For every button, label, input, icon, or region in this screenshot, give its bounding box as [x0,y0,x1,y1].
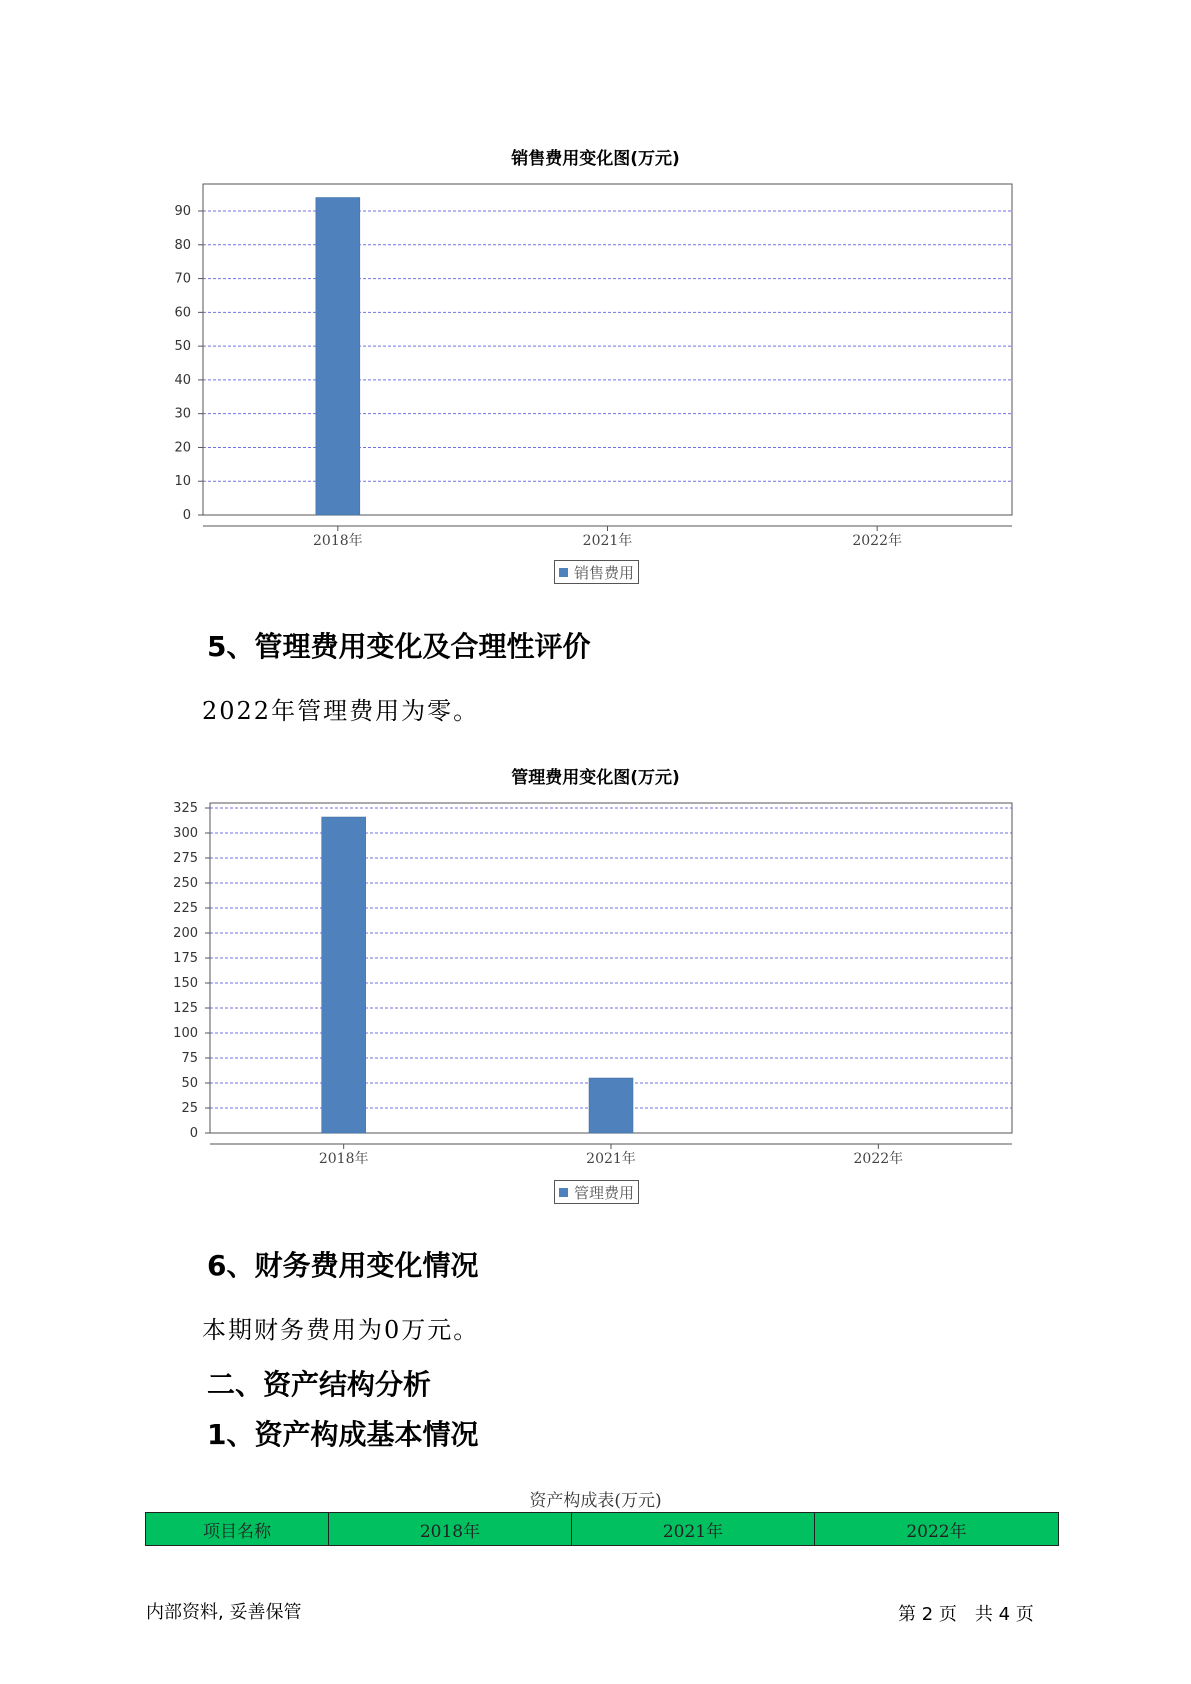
y-tick-label: 325 [173,801,198,816]
y-tick-label: 300 [173,826,198,841]
y-tick-label: 275 [173,851,198,866]
footer-confidential: 内部资料, 妥善保管 [146,1602,302,1623]
asset-table [145,1512,1059,1546]
footer-page-number: 第 2 页 共 4 页 [898,1604,1034,1625]
y-tick-label: 80 [174,237,191,253]
x-tick-label: 2022年 [852,533,902,549]
table-header-cell: 2018年 [329,1513,572,1546]
section5-text: 2022年管理费用为零。 [202,697,480,725]
x-tick-label: 2021年 [586,1151,636,1167]
y-tick-label: 30 [174,406,191,422]
table-header-cell: 项目名称 [146,1513,329,1546]
chart1-title: 销售费用变化图(万元) [511,149,680,169]
table-header-cell: 2021年 [572,1513,815,1546]
table-header-cell: 2022年 [815,1513,1059,1546]
y-tick-label: 100 [173,1026,198,1041]
x-tick-label: 2022年 [853,1151,904,1167]
y-tick-label: 150 [173,976,198,991]
y-tick-label: 75 [181,1051,198,1066]
y-tick-label: 50 [174,339,191,355]
bar [589,1078,633,1133]
y-tick-label: 50 [181,1076,198,1091]
y-tick-label: 0 [182,508,191,523]
asset-table-caption: 资产构成表(万元) [529,1491,662,1511]
legend-swatch [559,1188,568,1197]
section5-heading: 5、管理费用变化及合理性评价 [207,630,591,663]
part2-heading: 二、资产结构分析 [207,1368,432,1401]
section6-heading: 6、财务费用变化情况 [207,1249,479,1282]
y-tick-label: 20 [174,440,191,456]
chart2-legend-label: 管理费用 [574,1183,635,1202]
y-tick-label: 175 [173,951,198,966]
chart1-legend-label: 销售费用 [574,563,635,582]
y-tick-label: 60 [174,305,191,321]
x-tick-label: 2018年 [313,533,363,549]
y-tick-label: 250 [173,876,198,891]
y-tick-label: 225 [173,901,198,916]
y-tick-label: 70 [174,271,191,287]
chart2-title: 管理费用变化图(万元) [511,768,680,788]
y-tick-label: 40 [174,372,191,388]
x-tick-label: 2021年 [582,533,633,549]
x-tick-label: 2018年 [318,1151,369,1167]
bar [322,817,366,1133]
table-header-row [146,1513,1059,1546]
part2-subheading: 1、资产构成基本情况 [207,1418,479,1451]
chart2-legend [554,1180,639,1204]
y-tick-label: 90 [174,204,191,220]
y-tick-label: 200 [173,926,198,941]
y-tick-label: 0 [189,1126,198,1141]
y-tick-label: 25 [181,1101,198,1116]
y-tick-label: 10 [174,474,191,490]
y-tick-label: 125 [173,1001,198,1016]
section6-text: 本期财务费用为0万元。 [202,1316,480,1344]
